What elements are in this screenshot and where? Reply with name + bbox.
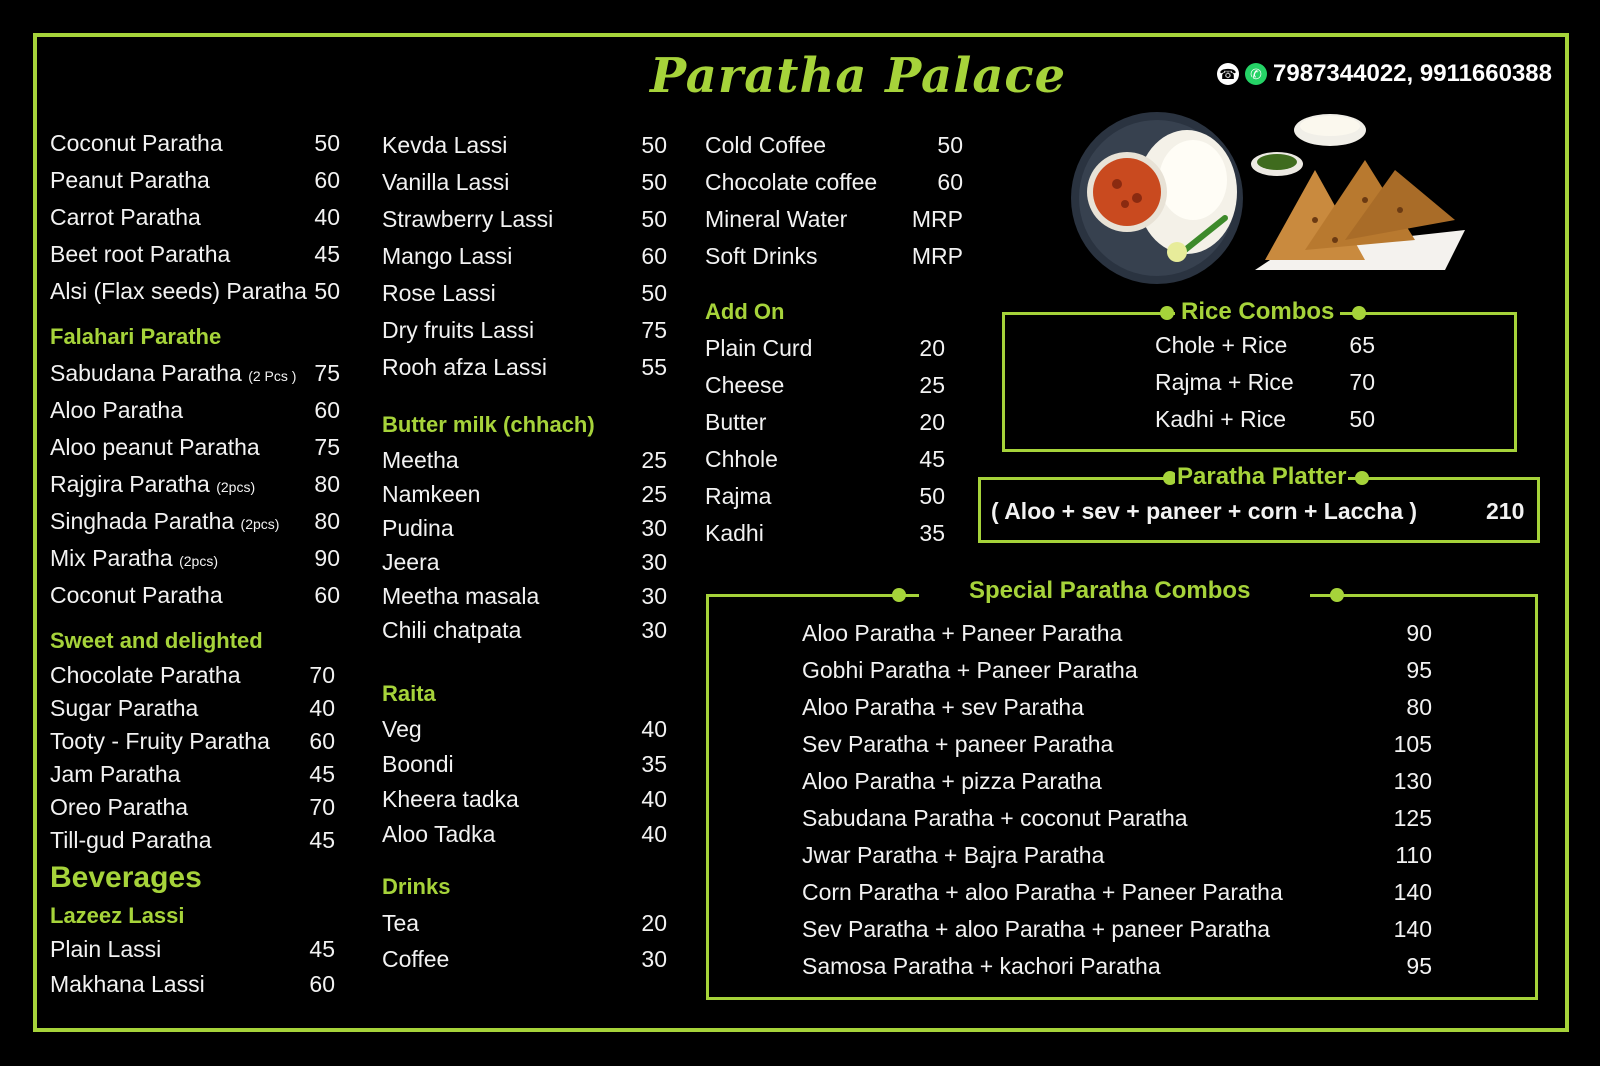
item-name: Sev Paratha + aloo Paratha + paneer Paratha	[802, 916, 1270, 942]
menu-column-2	[382, 127, 682, 977]
item-price: 80	[314, 471, 340, 497]
item-name: Veg	[382, 716, 422, 742]
item-price: 60	[937, 169, 963, 195]
item-note: (2pcs)	[240, 516, 280, 532]
list-item	[50, 125, 350, 162]
item-price: 25	[641, 481, 667, 507]
item-price: 55	[641, 354, 667, 380]
list-item	[802, 652, 1452, 689]
section-title-beverages: Beverages	[50, 861, 202, 894]
item-price: 30	[641, 515, 667, 541]
list-item	[802, 763, 1452, 800]
item-price: 70	[1349, 369, 1375, 395]
list-item	[382, 747, 682, 782]
special-combos-box	[706, 577, 1538, 1000]
list-item	[50, 429, 350, 466]
list-item	[705, 127, 975, 164]
item-price: 50	[314, 278, 340, 304]
paratha-platter-box	[978, 463, 1540, 543]
item-price: 45	[309, 761, 335, 787]
item-price: 110	[1395, 842, 1432, 868]
list-item	[1155, 401, 1395, 438]
item-price: 50	[641, 169, 667, 195]
item-note: (2pcs)	[216, 479, 256, 495]
section-title-lazeez-lassi: Lazeez Lassi	[50, 903, 185, 928]
list-item	[50, 466, 350, 503]
special-combos-list	[802, 615, 1452, 985]
list-item	[50, 725, 350, 758]
list-item	[50, 577, 350, 614]
item-name: Aloo Paratha + sev Paratha	[802, 694, 1084, 720]
item-price: 40	[309, 695, 335, 721]
item-name: Sugar Paratha	[50, 695, 199, 721]
item-price: 90	[314, 545, 340, 571]
item-name: Sabudana Paratha + coconut Paratha	[802, 805, 1188, 831]
list-item	[1155, 327, 1395, 364]
item-name: Peanut Paratha	[50, 167, 210, 193]
list-item	[50, 273, 350, 310]
item-name: Makhana Lassi	[50, 971, 205, 997]
list-item	[1155, 364, 1395, 401]
item-name: Chocolate coffee	[705, 169, 878, 195]
list-item	[802, 874, 1452, 911]
list-item	[382, 712, 682, 747]
item-name: Vanilla Lassi	[382, 169, 510, 195]
list-item	[802, 911, 1452, 948]
item-price: 50	[1349, 406, 1375, 432]
list-item	[50, 162, 350, 199]
list-item	[705, 164, 975, 201]
item-name: Chole + Rice	[1155, 332, 1288, 358]
menu-column-1	[50, 125, 350, 1002]
item-name: Rajgira Paratha	[50, 471, 210, 497]
item-name: Sabudana Paratha	[50, 360, 242, 386]
item-note: (2pcs)	[179, 553, 219, 569]
list-item	[705, 330, 975, 367]
item-price: 25	[919, 372, 945, 398]
item-name: Oreo Paratha	[50, 794, 189, 820]
list-item	[802, 837, 1452, 874]
rice-combos-box	[1002, 298, 1517, 452]
item-price: 105	[1393, 731, 1432, 757]
list-item	[50, 503, 350, 540]
list-item	[50, 236, 350, 273]
item-name: Dry fruits Lassi	[382, 317, 535, 343]
food-image	[1065, 100, 1485, 290]
item-price: 50	[937, 132, 963, 158]
item-price: 95	[1406, 953, 1432, 979]
item-price: 75	[314, 434, 340, 460]
item-name: Jwar Paratha + Bajra Paratha	[802, 842, 1105, 868]
list-item	[382, 579, 682, 613]
item-price: MRP	[911, 206, 963, 232]
item-name: Meetha masala	[382, 583, 540, 609]
special-combos-title: Special Paratha Combos	[919, 577, 1310, 605]
item-name: Tooty - Fruity Paratha	[50, 728, 270, 754]
item-price: 50	[641, 280, 667, 306]
dot-ornament	[1352, 306, 1366, 320]
list-item	[50, 758, 350, 791]
restaurant-title: Paratha Palace	[650, 48, 1067, 104]
list-item	[382, 941, 682, 977]
item-name: Coconut Paratha	[50, 130, 223, 156]
item-name: Namkeen	[382, 481, 481, 507]
item-name: Strawberry Lassi	[382, 206, 554, 232]
item-price: 45	[919, 446, 945, 472]
list-item	[50, 199, 350, 236]
item-price: 50	[641, 132, 667, 158]
item-name: Aloo Tadka	[382, 821, 496, 847]
list-item	[705, 441, 975, 478]
item-price: 30	[641, 549, 667, 575]
list-item	[382, 201, 682, 238]
whatsapp-icon: ✆	[1245, 63, 1267, 85]
list-item	[50, 791, 350, 824]
item-price: 50	[314, 130, 340, 156]
item-name: Tea	[382, 910, 420, 936]
item-name: Chili chatpata	[382, 617, 522, 643]
list-item	[705, 478, 975, 515]
item-price: 50	[919, 483, 945, 509]
item-name: Boondi	[382, 751, 454, 777]
item-name: Corn Paratha + aloo Paratha + Paneer Paratha	[802, 879, 1283, 905]
list-item	[382, 127, 682, 164]
list-item	[382, 275, 682, 312]
list-item	[50, 659, 350, 692]
item-price: 25	[641, 447, 667, 473]
section-title-sweet: Sweet and delighted	[50, 628, 263, 653]
platter-description: ( Aloo + sev + paneer + corn + Laccha )	[991, 498, 1418, 524]
list-item	[50, 932, 350, 967]
item-note: (2 Pcs )	[248, 368, 297, 384]
item-name: Chocolate Paratha	[50, 662, 241, 688]
item-price: 40	[641, 786, 667, 812]
item-name: Coffee	[382, 946, 450, 972]
item-price: 80	[1406, 694, 1432, 720]
list-item	[382, 905, 682, 941]
item-price: 40	[641, 821, 667, 847]
dot-ornament	[1330, 588, 1344, 602]
item-price: 65	[1349, 332, 1375, 358]
dot-ornament	[1355, 471, 1369, 485]
list-item	[50, 692, 350, 725]
item-price: 20	[919, 409, 945, 435]
item-name: Kadhi + Rice	[1155, 406, 1287, 432]
rice-combos-title: Rice Combos	[1175, 298, 1340, 326]
item-name: Chhole	[705, 446, 778, 472]
item-name: Soft Drinks	[705, 243, 818, 269]
list-item	[50, 824, 350, 857]
list-item	[802, 726, 1452, 763]
list-item	[802, 689, 1452, 726]
platter-price: 210	[1486, 498, 1525, 524]
item-name: Alsi (Flax seeds) Paratha	[50, 278, 307, 304]
list-item	[50, 540, 350, 577]
dot-ornament	[1160, 306, 1174, 320]
item-name: Kevda Lassi	[382, 132, 508, 158]
list-item	[382, 164, 682, 201]
item-price: 125	[1393, 805, 1432, 831]
list-item	[802, 800, 1452, 837]
list-item	[705, 515, 975, 552]
item-name: Gobhi Paratha + Paneer Paratha	[802, 657, 1138, 683]
list-item	[382, 477, 682, 511]
item-name: Carrot Paratha	[50, 204, 201, 230]
item-price: 45	[314, 241, 340, 267]
item-name: Sev Paratha + paneer Paratha	[802, 731, 1114, 757]
item-name: Jeera	[382, 549, 440, 575]
item-price: 60	[309, 971, 335, 997]
item-name: Mix Paratha	[50, 545, 173, 571]
section-title-raita: Raita	[382, 681, 436, 706]
list-item	[382, 511, 682, 545]
menu-column-3	[705, 127, 975, 552]
item-price: 60	[314, 582, 340, 608]
list-item	[382, 238, 682, 275]
contact-phone	[1217, 60, 1552, 88]
list-item	[802, 948, 1452, 985]
list-item	[705, 201, 975, 238]
item-price: 30	[641, 946, 667, 972]
item-price: 40	[314, 204, 340, 230]
item-name: Jam Paratha	[50, 761, 181, 787]
list-item	[382, 613, 682, 647]
item-price: 40	[641, 716, 667, 742]
list-item	[705, 238, 975, 275]
item-name: Mango Lassi	[382, 243, 513, 269]
item-name: Cold Coffee	[705, 132, 827, 158]
item-name: Singhada Paratha	[50, 508, 235, 534]
item-price: 45	[309, 936, 335, 962]
item-name: Plain Lassi	[50, 936, 162, 962]
item-name: Coconut Paratha	[50, 582, 223, 608]
item-name: Till-gud Paratha	[50, 827, 212, 853]
item-name: Rooh afza Lassi	[382, 354, 547, 380]
phone-numbers: 7987344022, 9911660388	[1273, 60, 1552, 87]
list-item	[50, 392, 350, 429]
list-item	[705, 367, 975, 404]
item-name: Samosa Paratha + kachori Paratha	[802, 953, 1161, 979]
section-title-drinks: Drinks	[382, 874, 451, 899]
item-price: 50	[641, 206, 667, 232]
list-item	[382, 312, 682, 349]
item-price: 60	[314, 167, 340, 193]
item-price: 140	[1393, 879, 1432, 905]
item-price: 70	[309, 662, 335, 688]
item-price: 30	[641, 617, 667, 643]
item-price: 60	[314, 397, 340, 423]
item-name: Rajma	[705, 483, 772, 509]
item-name: Cheese	[705, 372, 785, 398]
item-name: Rajma + Rice	[1155, 369, 1294, 395]
section-title-add-on: Add On	[705, 299, 785, 324]
item-name: Plain Curd	[705, 335, 813, 361]
item-name: Rose Lassi	[382, 280, 496, 306]
item-price: 70	[309, 794, 335, 820]
dot-ornament	[892, 588, 906, 602]
phone-icon: ☎	[1217, 63, 1239, 85]
item-price: MRP	[911, 243, 963, 269]
item-name: Mineral Water	[705, 206, 848, 232]
item-price: 20	[641, 910, 667, 936]
item-price: 35	[919, 520, 945, 546]
item-price: 140	[1393, 916, 1432, 942]
item-name: Kheera tadka	[382, 786, 519, 812]
item-name: Aloo Paratha + pizza Paratha	[802, 768, 1102, 794]
item-price: 35	[641, 751, 667, 777]
item-name: Kadhi	[705, 520, 764, 546]
rice-combos-list	[1155, 327, 1395, 438]
item-price: 45	[309, 827, 335, 853]
item-name: Meetha	[382, 447, 459, 473]
item-price: 20	[919, 335, 945, 361]
list-item	[802, 615, 1452, 652]
item-price: 30	[641, 583, 667, 609]
section-title-buttermilk: Butter milk (chhach)	[382, 412, 595, 437]
list-item	[382, 817, 682, 852]
list-item	[50, 355, 350, 392]
item-price: 90	[1406, 620, 1432, 646]
item-name: Butter	[705, 409, 767, 435]
item-name: Pudina	[382, 515, 454, 541]
section-title-falahari: Falahari Parathe	[50, 324, 222, 349]
list-item	[50, 967, 350, 1002]
item-name: Aloo Paratha	[50, 397, 183, 423]
item-price: 75	[641, 317, 667, 343]
item-name: Aloo Paratha + Paneer Paratha	[802, 620, 1123, 646]
list-item	[382, 782, 682, 817]
item-price: 130	[1393, 768, 1432, 794]
item-name: Aloo peanut Paratha	[50, 434, 260, 460]
list-item	[382, 349, 682, 386]
list-item	[382, 443, 682, 477]
item-price: 80	[314, 508, 340, 534]
list-item	[382, 545, 682, 579]
item-price: 60	[641, 243, 667, 269]
item-name: Beet root Paratha	[50, 241, 231, 267]
list-item	[705, 404, 975, 441]
item-price: 95	[1406, 657, 1432, 683]
item-price: 60	[309, 728, 335, 754]
paratha-platter-title: Paratha Platter	[1177, 463, 1347, 490]
item-price: 75	[314, 360, 340, 386]
